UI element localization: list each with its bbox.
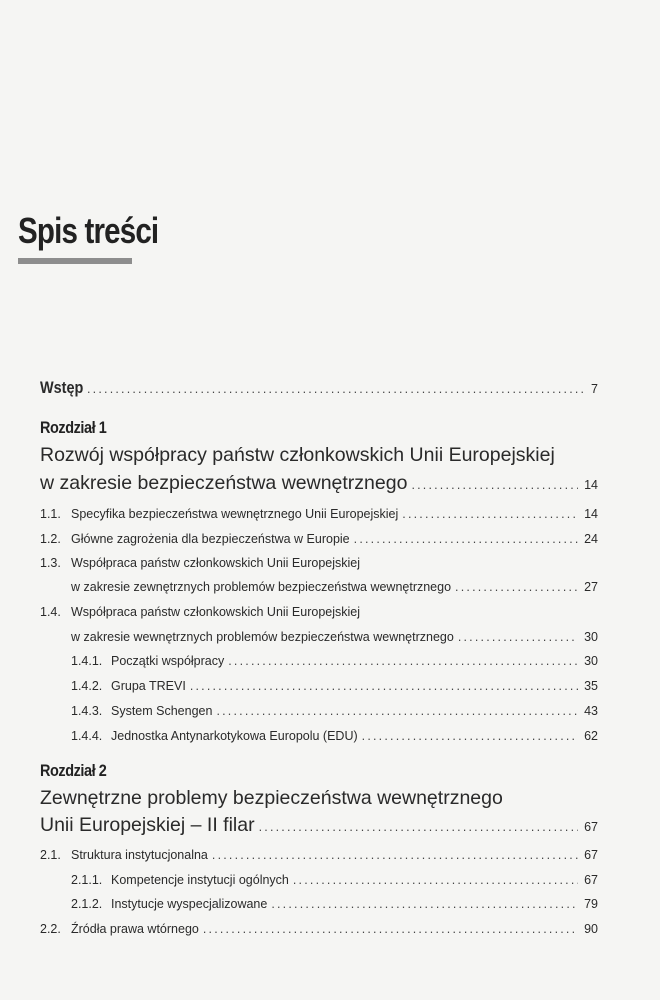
page-number: 30 bbox=[584, 654, 598, 668]
toc-entry-section[interactable] bbox=[40, 605, 598, 619]
leader-dots bbox=[228, 654, 578, 668]
section-title: Grupa TREVI bbox=[111, 679, 186, 693]
toc-entry-section[interactable] bbox=[40, 507, 598, 521]
leader-dots bbox=[402, 507, 578, 521]
section-number: 1.2. bbox=[40, 532, 61, 546]
section-title: Źródła prawa wtórnego bbox=[71, 922, 199, 936]
toc-entry-subsection[interactable] bbox=[71, 704, 598, 718]
leader-dots bbox=[216, 704, 578, 718]
leader-dots bbox=[87, 382, 585, 396]
section-title: System Schengen bbox=[111, 704, 213, 718]
toc-entry-section[interactable] bbox=[40, 532, 598, 546]
section-title: Instytucje wyspecjalizowane bbox=[111, 897, 268, 911]
section-title: w zakresie zewnętrznych problemów bezpieczeństwa wewnętrznego bbox=[71, 580, 452, 594]
leader-dots bbox=[411, 478, 578, 492]
toc-entry-section[interactable] bbox=[40, 848, 598, 862]
page-number: 7 bbox=[591, 382, 598, 396]
page-number: 14 bbox=[584, 507, 598, 521]
chapter-title-line: Unii Europejskiej – II filar bbox=[40, 814, 255, 836]
section-number: 2.1.1. bbox=[71, 873, 103, 887]
chapter-title-line: Zewnętrzne problemy bezpieczeństwa wewnętrznego bbox=[40, 787, 503, 809]
toc-entry-subsection[interactable] bbox=[71, 729, 598, 743]
page-title: Spis treści bbox=[18, 210, 159, 251]
section-number: 1.1. bbox=[40, 507, 61, 521]
page-number: 62 bbox=[584, 729, 598, 743]
chapter-label: Rozdział 1 bbox=[40, 418, 107, 437]
section-number: 2.2. bbox=[40, 922, 61, 936]
leader-dots bbox=[271, 897, 578, 911]
section-number: 1.4.3. bbox=[71, 704, 103, 718]
section-number: 1.4. bbox=[40, 605, 61, 619]
leader-dots bbox=[203, 922, 578, 936]
page-number: 67 bbox=[584, 820, 598, 834]
title-underline bbox=[18, 258, 132, 264]
toc-entry-intro[interactable] bbox=[40, 378, 598, 398]
page-number: 24 bbox=[584, 532, 598, 546]
section-title: Specyfika bezpieczeństwa wewnętrznego Unii Europejskiej bbox=[71, 507, 399, 521]
section-number: 1.4.4. bbox=[71, 729, 103, 743]
chapter-title-line: w zakresie bezpieczeństwa wewnętrznego bbox=[40, 472, 408, 494]
section-title: Współpraca państw członkowskich Unii Europejskiej bbox=[71, 605, 361, 619]
section-number: 1.3. bbox=[40, 556, 61, 570]
leader-dots bbox=[293, 873, 578, 887]
toc-entry-chapter1[interactable] bbox=[40, 472, 598, 495]
toc-entry-section-cont[interactable] bbox=[71, 630, 598, 644]
toc-entry-subsection[interactable] bbox=[71, 654, 598, 668]
section-title: Główne zagrożenia dla bezpieczeństwa w Europie bbox=[71, 532, 350, 546]
section-title: Struktura instytucjonalna bbox=[71, 848, 208, 862]
page-number: 67 bbox=[584, 873, 598, 887]
page-number: 35 bbox=[584, 679, 598, 693]
section-title: Jednostka Antynarkotykowa Europolu (EDU) bbox=[111, 729, 358, 743]
page-number: 67 bbox=[584, 848, 598, 862]
toc-entry-section-cont[interactable] bbox=[71, 580, 598, 594]
toc-entry-label: Wstęp bbox=[40, 378, 84, 397]
page-number: 90 bbox=[584, 922, 598, 936]
toc-entry-subsection[interactable] bbox=[71, 897, 598, 911]
section-title: Początki współpracy bbox=[111, 654, 225, 668]
chapter-label: Rozdział 2 bbox=[40, 761, 107, 780]
chapter-title-line: Rozwój współpracy państw członkowskich Unii Europejskiej bbox=[40, 444, 555, 466]
toc-entry-section[interactable] bbox=[40, 556, 598, 570]
toc-entry-chapter2[interactable] bbox=[40, 814, 598, 837]
leader-dots bbox=[458, 630, 578, 644]
leader-dots bbox=[190, 679, 578, 693]
page-number: 14 bbox=[584, 478, 598, 492]
leader-dots bbox=[362, 729, 578, 743]
section-title: w zakresie wewnętrznych problemów bezpieczeństwa wewnętrznego bbox=[71, 630, 454, 644]
section-title: Współpraca państw członkowskich Unii Europejskiej bbox=[71, 556, 361, 570]
section-number: 1.4.1. bbox=[71, 654, 103, 668]
leader-dots bbox=[455, 580, 578, 594]
section-title: Kompetencje instytucji ogólnych bbox=[111, 873, 289, 887]
page-number: 43 bbox=[584, 704, 598, 718]
section-number: 2.1.2. bbox=[71, 897, 103, 911]
section-number: 2.1. bbox=[40, 848, 61, 862]
toc-entry-section[interactable] bbox=[40, 922, 598, 936]
leader-dots bbox=[212, 848, 578, 862]
leader-dots bbox=[354, 532, 578, 546]
page-number: 27 bbox=[584, 580, 598, 594]
section-number: 1.4.2. bbox=[71, 679, 103, 693]
page-number: 30 bbox=[584, 630, 598, 644]
toc-entry-subsection[interactable] bbox=[71, 679, 598, 693]
leader-dots bbox=[259, 820, 579, 834]
toc-entry-subsection[interactable] bbox=[71, 873, 598, 887]
page-number: 79 bbox=[584, 897, 598, 911]
